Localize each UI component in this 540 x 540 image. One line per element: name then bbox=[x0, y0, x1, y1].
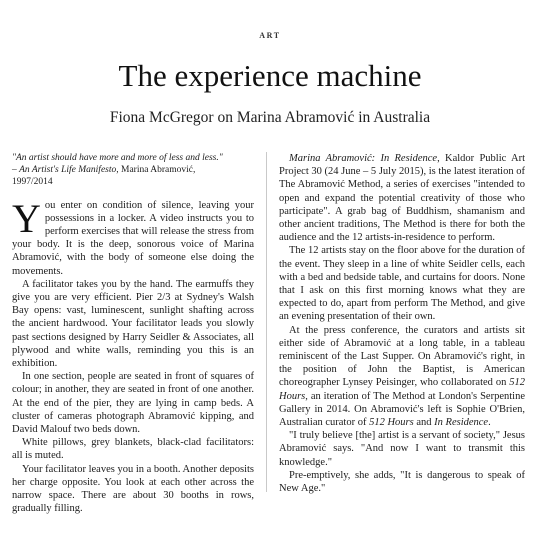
paragraph bbox=[279, 152, 525, 244]
left-column bbox=[12, 152, 254, 515]
article-title: The experience machine bbox=[118, 58, 422, 93]
paragraph bbox=[279, 324, 525, 430]
work-title: In Residence bbox=[434, 417, 489, 429]
paragraph-text: At the press conference, the curators and artists sit either side of Abramović at a long table, in a tableau reminiscent of the Last Supper. On Abramović's right, in the position of John the Baptist, is American choreographer Lynsey Peisinger, who collaborated on bbox=[279, 324, 525, 389]
epigraph-dash: – bbox=[12, 165, 20, 176]
paragraph: Pre-emptively, she adds, "It is dangerous to speak of New Age." bbox=[279, 469, 525, 495]
work-title: 512 Hours bbox=[369, 417, 414, 429]
work-title: 512 Hours bbox=[279, 377, 525, 402]
epigraph bbox=[12, 152, 254, 189]
epigraph-author: , Marina Abramović, bbox=[116, 165, 196, 176]
section-label: ART bbox=[259, 31, 281, 40]
epigraph-source-title: An Artist's Life Manifesto bbox=[19, 165, 117, 176]
paragraph-text: ou enter on condition of silence, leaving your possessions in a locker. A video instructs you to perform exercises that will release the stress from your body. It is the deep, sonorous voice of Marina Abramović, with the body of someone else doing the movements. bbox=[12, 199, 254, 277]
paragraph-text: , an iteration of The Method at London's Serpentine Gallery in 2014. On Abramović's left is Sophie O'Brien, Australian curator of bbox=[279, 390, 525, 429]
paragraph-text: , Kaldor Public Art Project 30 (24 June – 5 July 2015), is the latest iteration of The Abramović Method, a series of exercises "intended to open and expand the potential creativity of those who participate". A grab bag of Buddhism, shamanism and other ancient traditions, The Method is there for both the audience and the 12 artists-in-residence to perform. bbox=[279, 153, 525, 244]
exhibition-title: Marina Abramović: In Residence bbox=[289, 153, 438, 164]
paragraph bbox=[12, 195, 254, 278]
epigraph-years: 1997/2014 bbox=[12, 177, 53, 188]
drop-cap: Y bbox=[12, 195, 41, 241]
paragraph-text: . bbox=[488, 417, 491, 429]
article-subtitle: Fiona McGregor on Marina Abramović in Australia bbox=[109, 109, 431, 126]
paragraph: A facilitator takes you by the hand. The earmuffs they give you are very efficient. Pier 2/3 at Sydney's Walsh Bay opens: vast, luminescent, sunlight shafting across the ancient hardwood. Your facilitator leads you slowly past sections designed by Harry Seidler & Associates, all plywood and white walls, reminding you this is an exhibition. bbox=[12, 278, 254, 370]
column-divider bbox=[266, 152, 267, 492]
right-column bbox=[279, 152, 525, 495]
paragraph: "I truly believe [the] artist is a servant of society," Jesus Abramović says. "And now I want to transmit this knowledge." bbox=[279, 430, 525, 468]
paragraph: Your facilitator leaves you in a booth. Another deposits her charge opposite. You look at each other across the narrow space. There are about 30 booths in rows, gradually filling. bbox=[12, 463, 254, 515]
paragraph: The 12 artists stay on the floor above for the duration of the event. They sleep in a line of white Seidler cells, each with a bed and bedside table, and curtains for doors. None that I ask on this first morning knows what they are expected to do, apart from perform The Method, and give an evening presentation of their own. bbox=[279, 245, 525, 323]
paragraph-text: and bbox=[413, 417, 435, 429]
paragraph: White pillows, grey blankets, black-clad facilitators: all is muted. bbox=[12, 437, 254, 462]
epigraph-quote: "An artist should have more and more of less and less." bbox=[12, 153, 223, 163]
paragraph: In one section, people are seated in front of squares of colour; in another, they are seated in front of one another. At the end of the pier, they are lying in camp beds. A cluster of cameras photograph Abramović kipping, and David Malouf two beds down. bbox=[12, 371, 254, 436]
epigraph-source bbox=[12, 164, 254, 176]
